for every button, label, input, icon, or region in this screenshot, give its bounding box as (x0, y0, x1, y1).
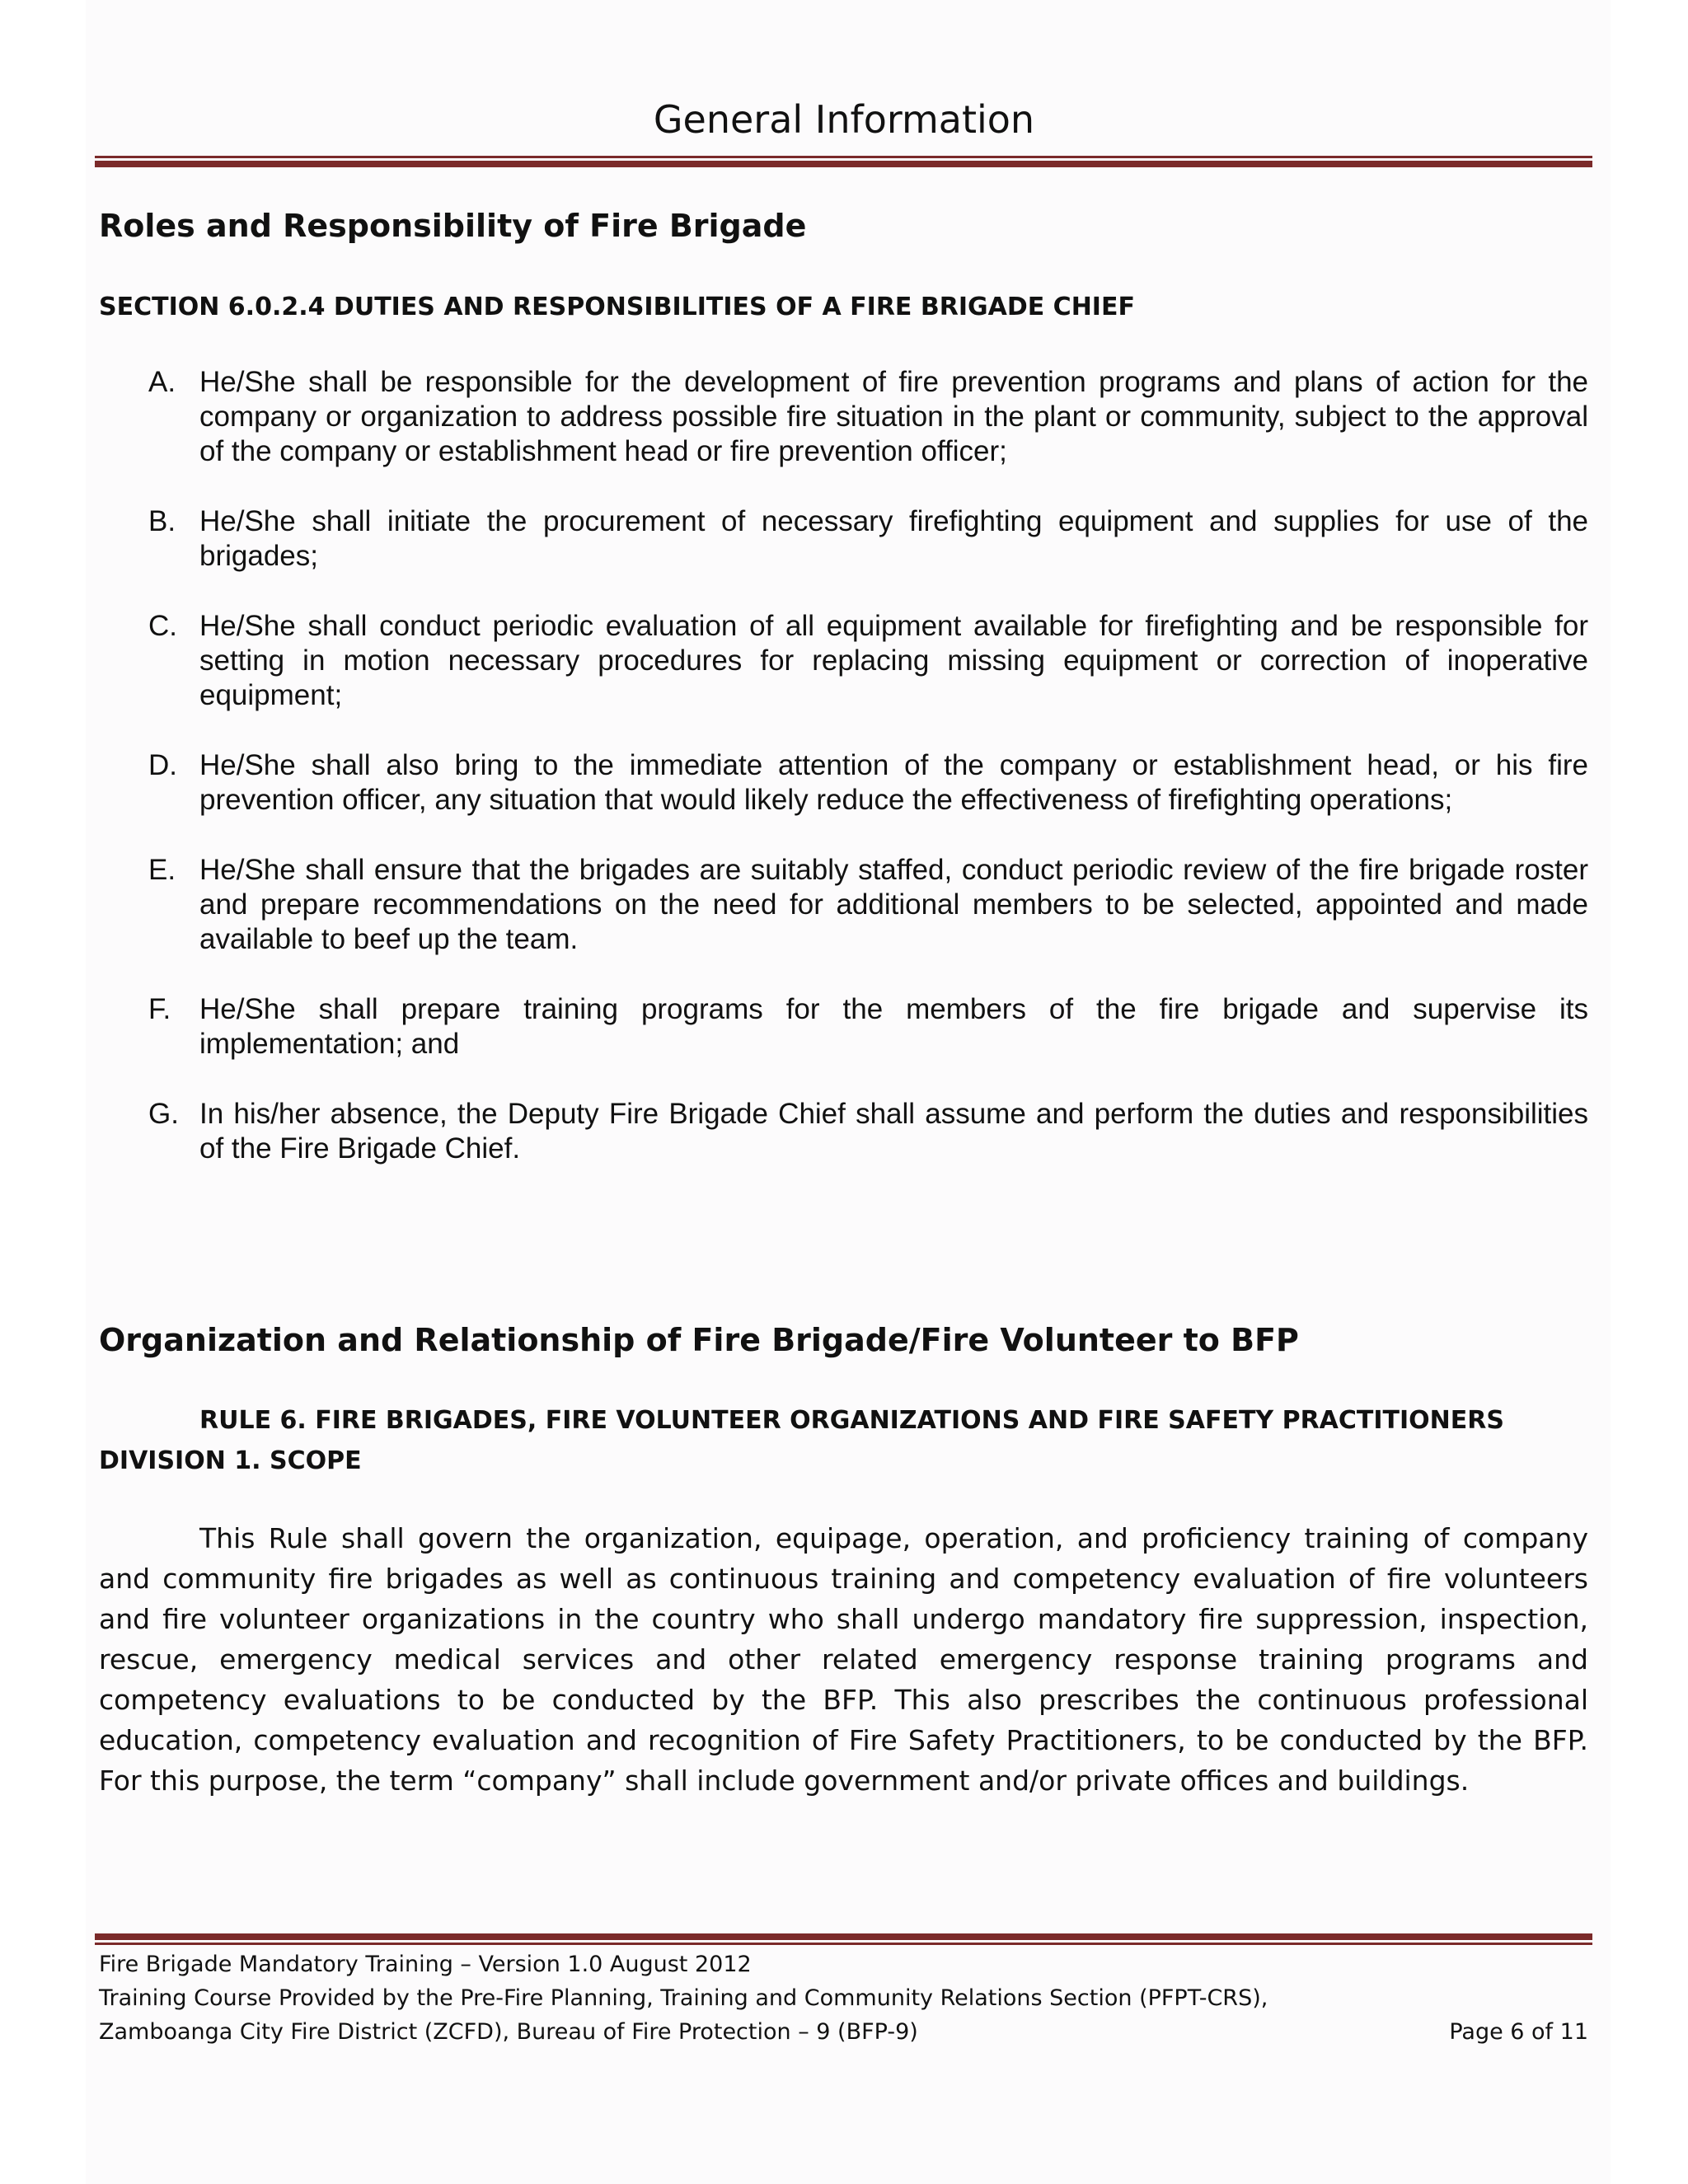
duty-letter: E. (148, 854, 176, 886)
section-heading-roles: Roles and Responsibility of Fire Brigade (99, 208, 807, 244)
footer-provider: Training Course Provided by the Pre-Fire Planning, Training and Community Relations Section (PFPT-CRS), (99, 1985, 1268, 2011)
duty-letter: D. (148, 749, 177, 781)
duty-letter: G. (148, 1098, 179, 1130)
footer-divider-thick (95, 1933, 1592, 1940)
section-subheading-duties: SECTION 6.0.2.4 DUTIES AND RESPONSIBILITIES OF A FIRE BRIGADE CHIEF (99, 293, 1135, 321)
duty-text: He/She shall also bring to the immediate attention of the company or establishment head, or his fire prevention officer, any situation that would likely reduce the effectiveness of firefighting operations; (199, 749, 1588, 816)
duty-item (144, 853, 1588, 957)
duty-text: He/She shall prepare training programs for the members of the fire brigade and supervise its implementation; and (199, 993, 1588, 1060)
page-number: Page 6 of 11 (1449, 2019, 1588, 2045)
duty-item (144, 504, 1588, 574)
footer-course-title: Fire Brigade Mandatory Training – Version 1.0 August 2012 (99, 1952, 752, 1977)
header-divider-thin (95, 156, 1592, 158)
footer-district: Zamboanga City Fire District (ZCFD), Bureau of Fire Protection – 9 (BFP-9) (99, 2019, 918, 2045)
section-heading-organization: Organization and Relationship of Fire Brigade/Fire Volunteer to BFP (99, 1322, 1299, 1358)
footer-divider-thin (95, 1943, 1592, 1945)
page-header-title: General Information (653, 97, 1035, 142)
duty-text: In his/her absence, the Deputy Fire Brigade Chief shall assume and perform the duties and responsibilities of the Fire Brigade Chief. (199, 1098, 1588, 1165)
duty-text: He/She shall initiate the procurement of necessary firefighting equipment and supplies for use of the brigades; (199, 505, 1588, 572)
duty-text: He/She shall be responsible for the development of fire prevention programs and plans of action for the company or organization to address possible fire situation in the plant or community, subject to the approval of the company or establishment head or fire prevention officer; (199, 366, 1588, 467)
duties-list (144, 365, 1588, 1202)
duty-item (144, 609, 1588, 713)
header-divider-thick (95, 161, 1592, 167)
duty-letter: C. (148, 610, 177, 642)
duty-item (144, 992, 1588, 1062)
duty-text: He/She shall ensure that the brigades are suitably staffed, conduct periodic review of the fire brigade roster and prepare recommendations on the need for additional members to be selected, appointed and made available to beef up the team. (199, 854, 1588, 955)
duty-letter: F. (148, 993, 171, 1025)
division-heading: DIVISION 1. SCOPE (99, 1446, 362, 1475)
duty-item (144, 1097, 1588, 1166)
duty-item (144, 365, 1588, 469)
page-footer (99, 1947, 1588, 2049)
duty-letter: B. (148, 505, 176, 537)
duty-text: He/She shall conduct periodic evaluation of all equipment available for firefighting and be responsible for setting in motion necessary procedures for replacing missing equipment or correction of inoperative equipment; (199, 610, 1588, 711)
scope-paragraph: This Rule shall govern the organization, equipage, operation, and proficiency training of company and community fire brigades as well as continuous training and competency evaluation of fire volunteers and fire volunteer organizations in the country who shall undergo mandatory fire suppression, inspection, rescue, emergency medical services and other related emergency response training programs and competency evaluations to be conducted by the BFP. This also prescribes the continuous professional education, competency evaluation and recognition of Fire Safety Practitioners, to be conducted by the BFP. For this purpose, the term “company” shall include government and/or private offices and buildings. (99, 1522, 1588, 1797)
duty-item (144, 748, 1588, 818)
duty-letter: A. (148, 366, 176, 398)
rule-heading: RULE 6. FIRE BRIGADES, FIRE VOLUNTEER ORGANIZATIONS AND FIRE SAFETY PRACTITIONERS (199, 1406, 1504, 1435)
